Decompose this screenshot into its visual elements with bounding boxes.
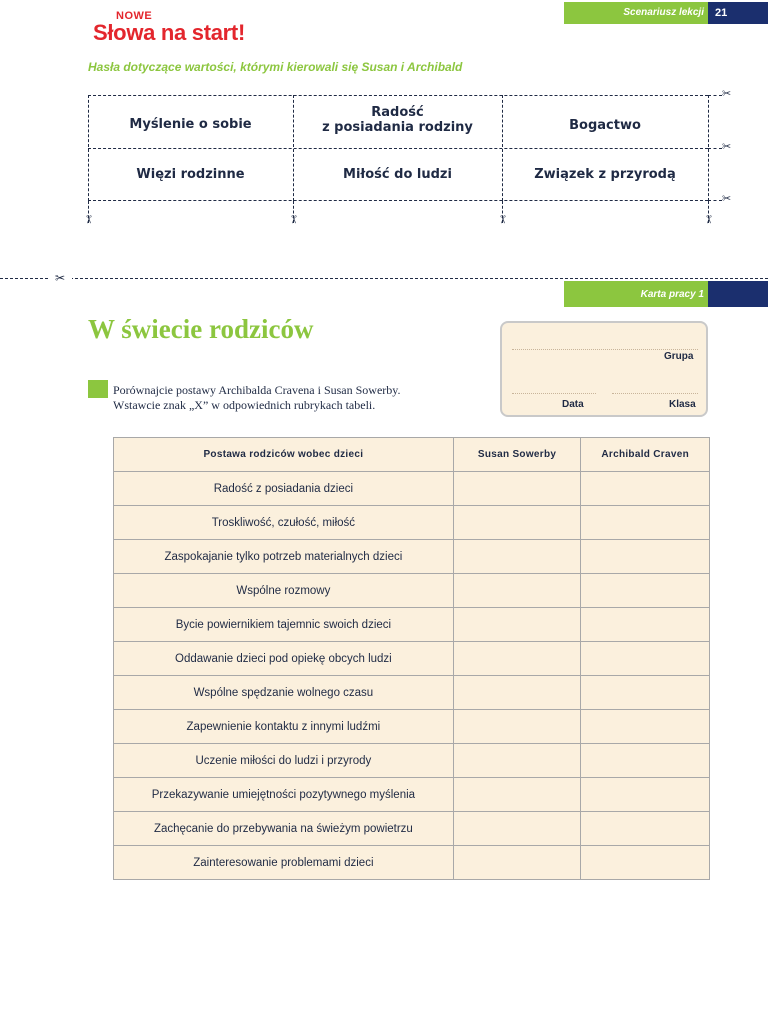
archibald-answer-cell[interactable] <box>581 676 710 710</box>
attitude-label: Troskliwość, czułość, miłość <box>114 506 454 540</box>
susan-answer-cell[interactable] <box>453 778 581 812</box>
card-milosc: Miłość do ludzi <box>343 167 452 182</box>
worksheet-label: Karta pracy 1 <box>640 289 704 300</box>
page-cut-line <box>0 278 768 279</box>
instruction-line: Wstawcie znak „X” w odpowiednich rubrykach tabeli. <box>113 398 376 412</box>
table-row <box>114 540 710 574</box>
archibald-answer-cell[interactable] <box>581 778 710 812</box>
info-line <box>512 393 596 394</box>
card-wiezi: Więzi rodzinne <box>136 167 245 182</box>
card-zwiazek: Związek z przyrodą <box>534 167 676 182</box>
attitude-label: Uczenie miłości do ludzi i przyrody <box>114 744 454 778</box>
table-row <box>114 676 710 710</box>
susan-answer-cell[interactable] <box>453 676 581 710</box>
attitude-label: Oddawanie dzieci pod opiekę obcych ludzi <box>114 642 454 676</box>
worksheet-title: W świecie rodziców <box>88 314 314 344</box>
susan-answer-cell[interactable] <box>453 710 581 744</box>
scissors-icon: ✂ <box>82 214 95 225</box>
susan-answer-cell[interactable] <box>453 506 581 540</box>
archibald-answer-cell[interactable] <box>581 744 710 778</box>
scissors-icon: ✂ <box>496 214 509 225</box>
cutout-cards-grid <box>88 95 708 201</box>
table-row <box>114 812 710 846</box>
table-row <box>114 846 710 880</box>
worksheet-banner-accent <box>708 281 768 307</box>
cut-line <box>88 95 708 96</box>
group-label: Grupa <box>664 351 694 362</box>
table-row <box>114 574 710 608</box>
class-label: Klasa <box>669 399 696 410</box>
worksheet-banner <box>564 281 708 307</box>
page-number: 21 <box>715 7 728 19</box>
attitude-label: Wspólne spędzanie wolnego czasu <box>114 676 454 710</box>
scissors-icon: ✂ <box>722 141 732 153</box>
archibald-answer-cell[interactable] <box>581 540 710 574</box>
susan-answer-cell[interactable] <box>453 812 581 846</box>
instruction-line: Porównajcie postawy Archibalda Cravena i Susan Sowerby. <box>113 383 401 397</box>
susan-answer-cell[interactable] <box>453 608 581 642</box>
logo-prefix: NOWE <box>116 10 153 22</box>
attitude-label: Zachęcanie do przebywania na świeżym powietrzu <box>114 812 454 846</box>
info-line <box>612 393 698 394</box>
cut-line <box>88 95 89 201</box>
archibald-answer-cell[interactable] <box>581 574 710 608</box>
susan-answer-cell[interactable] <box>453 846 581 880</box>
cut-line <box>502 95 503 201</box>
attitude-label: Bycie powiernikiem tajemnic swoich dzieci <box>114 608 454 642</box>
section-label: Scenariusz lekcji <box>623 7 704 18</box>
cut-line <box>708 200 722 201</box>
column-header: Susan Sowerby <box>453 438 581 472</box>
cut-line <box>88 148 708 149</box>
susan-answer-cell[interactable] <box>453 472 581 506</box>
card-myslenie: Myślenie o sobie <box>129 117 252 132</box>
cut-line <box>708 148 722 149</box>
comparison-table <box>113 437 710 880</box>
column-header: Archibald Craven <box>581 438 710 472</box>
card-radosc: Radość z posiadania rodziny <box>322 105 473 135</box>
scissors-icon: ✂ <box>722 88 732 100</box>
table-row <box>114 642 710 676</box>
card-bogactwo: Bogactwo <box>569 118 641 133</box>
date-label: Data <box>562 399 584 410</box>
section-banner <box>564 2 708 24</box>
info-line <box>512 349 698 350</box>
attitude-label: Zapewnienie kontaktu z innymi ludźmi <box>114 710 454 744</box>
table-row <box>114 744 710 778</box>
archibald-answer-cell[interactable] <box>581 710 710 744</box>
table-row <box>114 710 710 744</box>
archibald-answer-cell[interactable] <box>581 506 710 540</box>
archibald-answer-cell[interactable] <box>581 608 710 642</box>
susan-answer-cell[interactable] <box>453 540 581 574</box>
cards-subtitle: Hasła dotyczące wartości, którymi kierowali się Susan i Archibald <box>88 60 463 74</box>
attitude-label: Wspólne rozmowy <box>114 574 454 608</box>
table-row <box>114 506 710 540</box>
attitude-label: Zaspokajanie tylko potrzeb materialnych dzieci <box>114 540 454 574</box>
column-header: Postawa rodziców wobec dzieci <box>114 438 454 472</box>
archibald-answer-cell[interactable] <box>581 846 710 880</box>
logo-title: Słowa na start! <box>93 20 245 45</box>
table-row <box>114 778 710 812</box>
scissors-icon: ✂ <box>48 271 72 285</box>
cut-line <box>708 95 722 96</box>
attitude-label: Przekazywanie umiejętności pozytywnego myślenia <box>114 778 454 812</box>
task-marker <box>88 380 108 398</box>
task-instruction <box>113 383 401 413</box>
attitude-label: Radość z posiadania dzieci <box>114 472 454 506</box>
attitude-label: Zainteresowanie problemami dzieci <box>114 846 454 880</box>
archibald-answer-cell[interactable] <box>581 472 710 506</box>
table-row <box>114 472 710 506</box>
susan-answer-cell[interactable] <box>453 574 581 608</box>
susan-answer-cell[interactable] <box>453 642 581 676</box>
student-info-box <box>500 321 708 417</box>
scissors-icon: ✂ <box>287 214 300 225</box>
page-number-box <box>708 2 768 24</box>
scissors-icon: ✂ <box>702 214 715 225</box>
archibald-answer-cell[interactable] <box>581 642 710 676</box>
table-row <box>114 608 710 642</box>
scissors-icon: ✂ <box>722 193 732 205</box>
susan-answer-cell[interactable] <box>453 744 581 778</box>
archibald-answer-cell[interactable] <box>581 812 710 846</box>
cut-line <box>88 200 708 201</box>
